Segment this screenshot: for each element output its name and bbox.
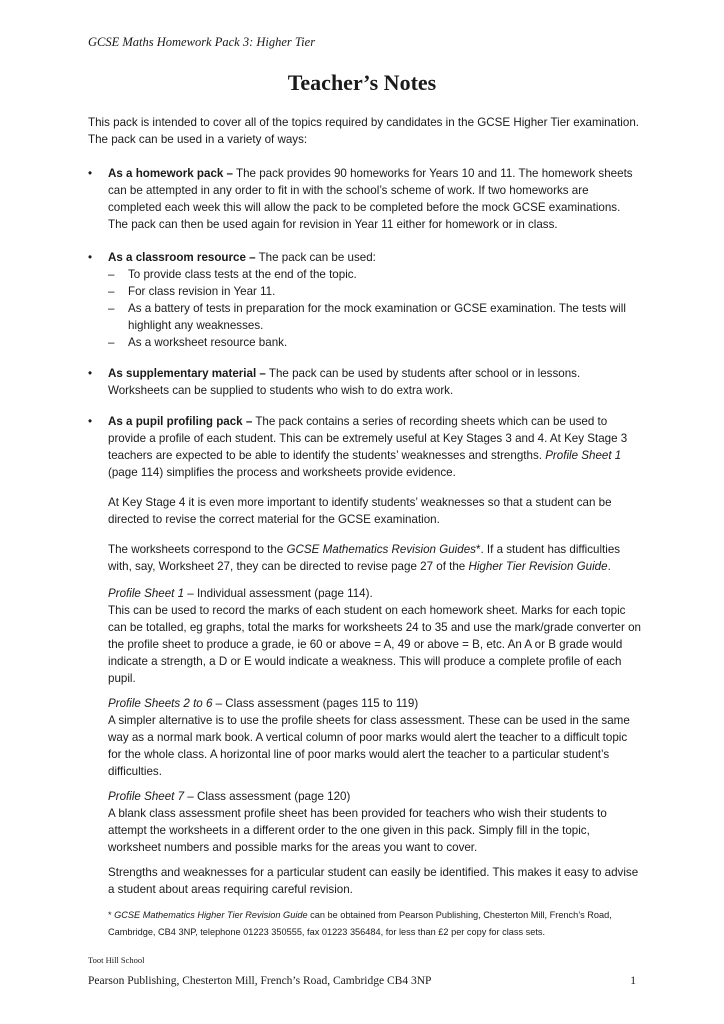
list-item: – To provide class tests at the end of the topic. [108,268,357,281]
bullet-text: The pack can be used: [255,251,376,264]
page-number: 1 [630,975,636,987]
bullet-title: As a homework pack – [108,167,234,180]
bullet-pupil-profiling: • As a pupil profiling pack – The pack contains a series of recording sheets which can be used to provide a profile of each student. This can be extremely useful at Key Stages 3 and 4. At Key Stage 3 teachers are expected to be able to identify the students’ weaknesses and strengths. Profile Sheet 1 (page 114) simplifies the process and worksheets provide evidence. [88,415,628,479]
bullet-title: As a pupil profiling pack – [108,415,253,428]
list-item: – As a worksheet resource bank. [108,336,288,349]
ks4-paragraph: At Key Stage 4 it is even more important to identify students’ weaknesses so that a student can be directed to revise the correct material for the GCSE examination. [108,496,612,526]
bullet-text: The pack can be used by students after school or in lessons. Worksheets can be supplied to students who wish to do extra work. [108,367,581,397]
section-heading: Profile Sheet 7 – Class assessment (page 120) [108,790,351,803]
publisher-footer: Pearson Publishing, Chesterton Mill, French’s Road, Cambridge CB4 3NP [88,975,432,987]
main-content [88,114,642,941]
section-text: A simpler alternative is to use the profile sheets for class assessment. These can be used in the same way as a normal mark book. A vertical column of poor marks would alert the teacher to a difficult topic for the whole class. A horizontal line of poor marks would alert the teacher to a particular student’s difficulties. [108,714,630,778]
bullet-dot: • [88,367,93,380]
bullet-dot: • [88,167,93,180]
bullet-text: The pack provides 90 homeworks for Years 10 and 11. The homework sheets can be attempted in any order to fit in with the school’s scheme of work. If two homeworks are completed each week this will allow the pack to be completed before the mock GCSE examinations. The pack can then be used again for revision in Year 11 either for homework or in class. [108,167,633,231]
revision-guide-paragraph: The worksheets correspond to the GCSE Mathematics Revision Guides*. If a student has difficulties with, say, Worksheet 27, they can be directed to revise page 27 of the Higher Tier Revision Guide. [108,543,621,573]
strengths-paragraph: Strengths and weaknesses for a particular student can easily be identified. This makes it easy to advise a student about areas requiring careful revision. [108,866,639,896]
list-item: – As a battery of tests in preparation for the mock examination or GCSE examination. The tests will highlight any weaknesses. [108,302,626,332]
school-name: Toot Hill School [88,955,145,965]
bullet-supplementary-material [88,365,642,399]
bullet-dot: • [88,251,93,264]
running-header: GCSE Maths Homework Pack 3: Higher Tier [88,35,316,49]
footnote: * GCSE Mathematics Higher Tier Revision Guide can be obtained from Pearson Publishing, Chesterton Mill, French’s Road, Cambridge, CB4 3NP, telephone 01223 350555, fax 01223 356484, for less than £2 per copy for class sets. [108,910,612,937]
section-heading: Profile Sheet 1 – Individual assessment (page 114). [108,587,373,600]
section-text: This can be used to record the marks of each student on each homework sheet. Marks for each topic can be totalled, eg graphs, total the marks for worksheets 24 to 35 and use the mark/grade converter on the profile sheet to produce a grade, ie 60 or above = A, 49 or above = B, etc. An A or B grade would indicate a strength, a D or E would indicate a weakness. This will produce a complete profile of each pupil. [108,604,641,685]
bullet-title: As a classroom resource – [108,251,256,264]
section-text: A blank class assessment profile sheet has been provided for teachers who wish their students to attempt the worksheets in a different order to the one given in this pack. Simply fill in the topic, worksheet numbers and possible marks for the areas you want to cover. [108,807,607,854]
profile-sheet-1-section [88,585,642,687]
bullet-title: As supplementary material – [108,367,266,380]
bullet-classroom-resource [88,249,642,351]
profile-sheets-2-6-section [88,695,642,780]
bullet-dot: • [88,415,93,428]
section-heading: Profile Sheets 2 to 6 – Class assessment (pages 115 to 119) [108,697,419,710]
list-item: – For class revision in Year 11. [108,285,276,298]
page-title: Teacher’s Notes [287,70,437,95]
bullet-homework-pack [88,165,642,233]
profile-sheet-7-section [88,788,642,856]
intro-paragraph: This pack is intended to cover all of the topics required by candidates in the GCSE Higher Tier examination. The pack can be used in a variety of ways: [88,116,639,146]
